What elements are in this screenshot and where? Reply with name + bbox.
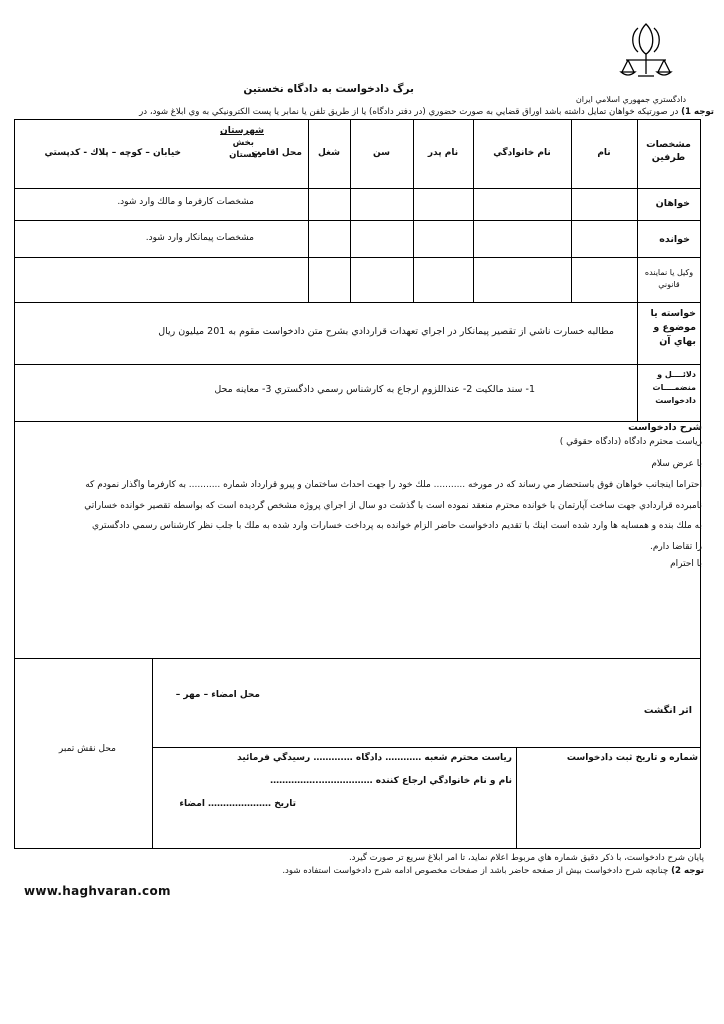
- date-line: تاريخ ………………… امضاء: [179, 799, 296, 809]
- petition-heading: شرح دادخواست: [628, 422, 702, 433]
- note-2-label: توجه 2): [671, 866, 704, 876]
- note-2: [282, 866, 704, 876]
- form-title: برگ دادخواست به دادگاه نخستين: [243, 83, 414, 95]
- claim-label: [651, 307, 696, 349]
- header-job: شغل: [318, 148, 340, 158]
- note-1: [139, 107, 714, 117]
- evidence-label: [653, 368, 696, 407]
- petition-line-1: احتراما اينجانب خواهان فوق باستحضار مي رساند كه در مورخه ........... ملك خود را جهت احداث ساختمان و پيرو قرارداد شماره ........... به كارفرما واگذار نمودم كه: [85, 480, 702, 490]
- header-city: شهرستان: [220, 126, 264, 136]
- fingerprint-label: اثر انگشت: [643, 705, 692, 716]
- header-address: خيابان – كوچه – پلاك - كدپستي: [44, 148, 181, 158]
- header-parties: مشخصات طرفين: [646, 139, 691, 163]
- registration-label: شماره و تاريخ ثبت دادخواست: [566, 753, 698, 763]
- stamp-place-label: محل نقش تمبر: [58, 744, 116, 754]
- branch-line: رياست محترم شعبه ………… دادگاه ….……… رسيدگي فرمائيد: [237, 753, 512, 763]
- claim-label-line-1: خواسته يا: [650, 308, 696, 319]
- end-note: پايان شرح دادخواست، با ذكر دقيق شماره هاي مربوط اعلام نمايد، تا امر ابلاغ سريع تر صورت گيرد.: [348, 853, 704, 863]
- sign-place-label: محل امضاء – مهر –: [175, 690, 260, 700]
- header-father-name: نام پدر: [427, 148, 459, 158]
- petition-greeting: با عرض سلام: [651, 459, 702, 469]
- petition-line-2: نامبرده قراردادي جهت ساخت آپارتمان با خوانده محترم منعقد نموده است با گذشت دو سال از اجراي پروژه مشخص گرديده است كه بواسطه تقصير خوانده خساراتي: [84, 500, 702, 511]
- country-name: دادگستري جمهوري اسلامي ايران: [575, 95, 686, 104]
- evidence-label-line-3: دادخواست: [655, 396, 696, 405]
- evidence-label-line-2: منضمــــات: [652, 383, 696, 392]
- claim-label-line-3: بهاي آن: [659, 336, 696, 347]
- petition-closing: با احترام: [670, 559, 702, 569]
- header-first-name: نام: [597, 148, 611, 158]
- header-age: سن: [373, 148, 390, 158]
- note-1-label: توجه 1): [681, 107, 714, 117]
- petition-body: [20, 475, 702, 557]
- header-last-name: نام خانوادگي: [493, 148, 551, 158]
- plaintiff-info: مشخصات كارفرما و مالك وارد شود.: [117, 197, 254, 207]
- claim-text: مطالبه خسارت ناشي از تقصير پيمانكار در اجراي تعهدات قراردادي بشرح متن دادخواست مقوم به 201 ميليون ريال: [158, 326, 614, 337]
- petition-addressee: رياست محترم دادگاه (دادگاه حقوقي ): [559, 437, 702, 447]
- petition-line-4: را تقاضا دارم.: [649, 541, 702, 552]
- website-link[interactable]: www.haghvaran.com: [24, 884, 171, 898]
- petition-line-3: به ملك بنده و همسايه ها وارد شده است اينك با تقديم دادخواست حاضر الزام خوانده به پرداخت خسارات وارد شده به ملك با جلب نظر كارشناس رسمي دادگستري: [92, 521, 702, 531]
- iran-emblem-icon: [616, 16, 676, 86]
- claim-label-line-2: موضوع و: [653, 322, 696, 333]
- defendant-info: مشخصات پيمانكار وارد شود.: [145, 233, 254, 243]
- header-district: بخش: [232, 138, 254, 148]
- header-village: دهستان: [229, 150, 262, 160]
- row-lawyer-label: وكيل يا نماينده قانوني: [644, 268, 694, 289]
- row-defendant-label: خوانده: [659, 234, 690, 245]
- header-residence: محل اقامت: [251, 148, 302, 158]
- note-2-text: چنانچه شرح دادخواست بيش از صفحه حاضر باشد از صفحات مخصوص ادامه شرح دادخواست استفاده شود.: [282, 866, 669, 876]
- evidence-text: 1- سند مالكيت 2- عنداللزوم ارجاع به كارشناس رسمي دادگستري 3- معاينه محل: [214, 384, 535, 395]
- row-plaintiff-label: خواهان: [655, 198, 690, 209]
- evidence-label-line-1: دلائــــل و: [657, 370, 696, 379]
- note-1-text: در صورتيكه خواهان تمايل داشته باشد اوراق قضايي به صورت حضوري (در دفتر دادگاه) يا از طريق تلفن يا نمابر يا پست الكترونيكي به وي ابلاغ شود، در: [139, 107, 679, 117]
- referrer-line: نام و نام خانوادگي ارجاع كننده ……………….……………: [270, 776, 512, 786]
